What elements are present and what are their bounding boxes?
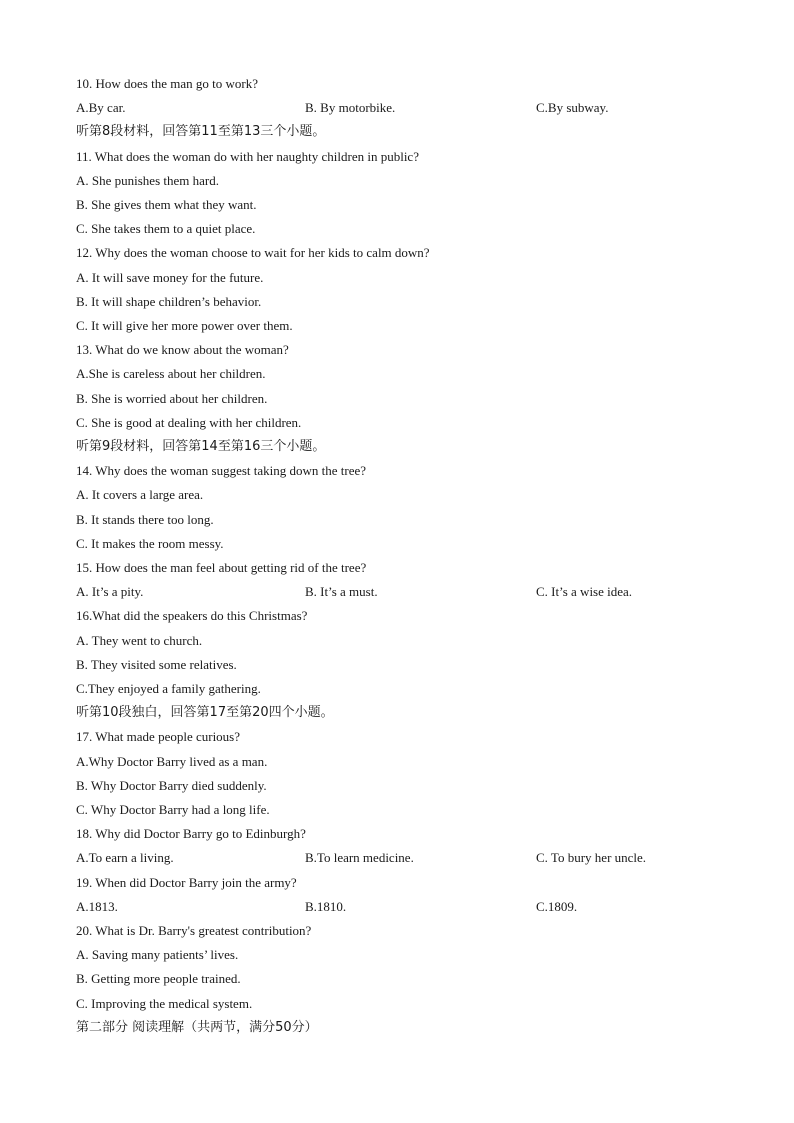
question-text: 15. How does the man feel about getting rid of the tree? — [76, 560, 367, 575]
answer-option: B.1810. — [305, 898, 347, 914]
answer-option: C. She is good at dealing with her children. — [76, 414, 302, 430]
answer-option: B.To learn medicine. — [305, 850, 414, 866]
section-heading: 听第8段材料，回答第11至第13三个小题。 — [76, 124, 326, 140]
answer-option: B. It will shape children’s behavior. — [76, 293, 262, 309]
answer-option: B. Why Doctor Barry died suddenly. — [76, 777, 267, 793]
answer-option: B. Getting more people trained. — [76, 971, 241, 987]
answer-option: B. They visited some relatives. — [76, 656, 237, 672]
question-text: 16.What did the speakers do this Christmas? — [76, 608, 308, 624]
answer-option: A.To earn a living. — [76, 850, 174, 866]
answer-option: C. Improving the medical system. — [76, 995, 253, 1011]
question-text: 19. When did Doctor Barry join the army? — [76, 874, 297, 890]
answer-option: C.By subway. — [536, 100, 609, 116]
answer-option: B. She is worried about her children. — [76, 390, 268, 406]
answer-option: C. It makes the room messy. — [76, 535, 224, 551]
answer-option: B. She gives them what they want. — [76, 197, 257, 212]
answer-option: A. Saving many patients’ lives. — [76, 947, 239, 963]
answer-option: C.They enjoyed a family gathering. — [76, 681, 261, 696]
answer-option: C. Why Doctor Barry had a long life. — [76, 802, 270, 817]
section-heading: 听第10段独白，回答第17至第20四个小题。 — [76, 705, 334, 721]
answer-option: A. It’s a pity. — [76, 584, 144, 600]
question-text: 10. How does the man go to work? — [76, 76, 258, 91]
answer-option: B. It stands there too long. — [76, 511, 214, 527]
answer-option: A.She is careless about her children. — [76, 366, 266, 382]
answer-option: C. She takes them to a quiet place. — [76, 221, 256, 237]
answer-option: B. It’s a must. — [305, 584, 378, 600]
answer-option: A. They went to church. — [76, 632, 203, 648]
answer-option: A.1813. — [76, 898, 118, 914]
question-text: 17. What made people curious? — [76, 729, 241, 745]
question-text: 13. What do we know about the woman? — [76, 342, 289, 358]
answer-option: A. It covers a large area. — [76, 487, 204, 503]
section-heading: 第二部分 阅读理解（共两节，满分50分） — [76, 1019, 318, 1035]
answer-option: C. It will give her more power over them. — [76, 318, 293, 333]
answer-option: A.Why Doctor Barry lived as a man. — [76, 753, 268, 769]
question-text: 11. What does the woman do with her naughty children in public? — [76, 148, 419, 164]
question-text: 20. What is Dr. Barry's greatest contribution? — [76, 923, 312, 938]
answer-option: A. It will save money for the future. — [76, 269, 264, 285]
answer-option: A. She punishes them hard. — [76, 172, 219, 188]
answer-option: B. By motorbike. — [305, 100, 396, 116]
question-text: 14. Why does the woman suggest taking down the tree? — [76, 463, 367, 479]
answer-option: A.By car. — [76, 100, 126, 116]
answer-option: C.1809. — [536, 898, 578, 914]
answer-option: C. To bury her uncle. — [536, 850, 647, 866]
answer-option: C. It’s a wise idea. — [536, 584, 633, 600]
section-heading: 听第9段材料，回答第14至第16三个小题。 — [76, 439, 326, 454]
question-text: 18. Why did Doctor Barry go to Edinburgh? — [76, 826, 306, 842]
question-text: 12. Why does the woman choose to wait for her kids to calm down? — [76, 245, 430, 261]
